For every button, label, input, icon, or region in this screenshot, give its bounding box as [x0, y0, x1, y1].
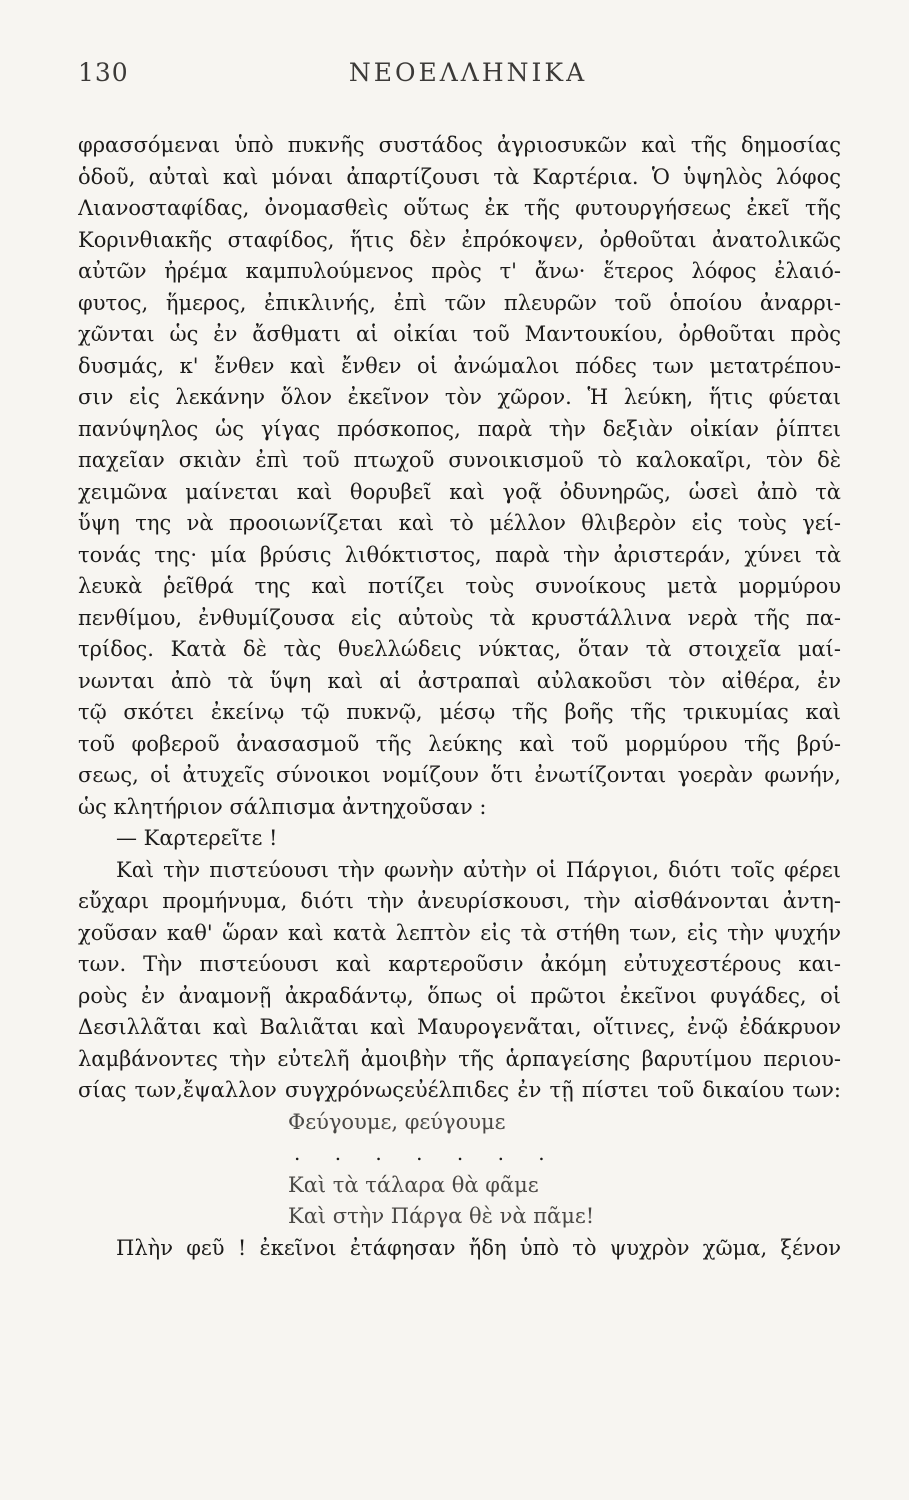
text-line: πανύψηλος ὡς γίγας πρόσκοπος, παρὰ τὴν δεξιὰν οἰκίαν ῥίπτει — [78, 416, 841, 441]
dialogue-line: — Καρτερεῖτε ! — [116, 826, 278, 850]
text-line: λευκὰ ῥεῖθρά της καὶ ποτίζει τοὺς συνοίκους μετὰ μορμύρου — [78, 574, 841, 598]
text-line: των. Τὴν πιστεύουσι καὶ καρτεροῦσιν ἀκόμη εὐτυχεστέρους και- — [78, 952, 841, 976]
text-line: τονάς της· μία βρύσις λιθόκτιστος, παρὰ τὴν ἀριστεράν, χύνει τὰ — [78, 542, 841, 567]
text-line: σιν εἰς λεκάνην ὅλον ἐκεῖνον τὸν χῶρον. Ἡ λεύκη, ἥτις φύεται — [78, 385, 841, 409]
text-line: τοῦ φοβεροῦ ἀνασασμοῦ τῆς λεύκης καὶ τοῦ μορμύρου τῆς βρύ- — [78, 731, 841, 756]
text-line: ὕψη της νὰ προοιωνίζεται καὶ τὸ μέλλον θλιβερὸν εἰς τοὺς γεί- — [78, 511, 841, 535]
text-line: φρασσόμεναι ὑπὸ πυκνῆς συστάδος ἀγριοσυκῶν καὶ τῆς δημοσίας — [78, 133, 841, 157]
paragraph-first-line: Καὶ τὴν πιστεύουσι τὴν φωνὴν αὐτὴν οἱ Πάργιοι, διότι τοῖς φέρει — [116, 857, 841, 882]
text-line: ὡς κλητήριον σάλπισμα ἀντηχοῦσαν : — [78, 794, 487, 819]
text-line: φυτος, ἥμερος, ἐπικλινής, ἐπὶ τῶν πλευρῶν τοῦ ὁποίου ἀναρρι- — [78, 290, 841, 315]
text-line: ὁδοῦ, αὐταὶ καὶ μόναι ἀπαρτίζουσι τὰ Καρτέρια. Ὁ ὑψηλὸς λόφος — [78, 164, 841, 189]
running-title: ΝΕΟΕΛΛΗΝΙΚΑ — [348, 58, 588, 87]
page-header — [78, 58, 838, 98]
text-line: ροὺς ἐν ἀναμονῇ ἀκραδάντῳ, ὅπως οἱ πρῶτοι ἐκεῖνοι φυγάδες, οἱ — [78, 983, 841, 1008]
text-line: εὔχαρι προμήνυμα, διότι τὴν ἀνευρίσκουσι, τὴν αἰσθάνονται ἀντη- — [78, 889, 841, 913]
text-line: λαμβάνοντες τὴν εὐτελῆ ἀμοιβὴν τῆς ἁρπαγείσης βαρυτίμου περιου- — [78, 1046, 841, 1071]
text-line: δυσμάς, κ' ἔνθεν καὶ ἔνθεν οἱ ἀνώμαλοι πόδες των μετατρέπου- — [78, 353, 841, 378]
text-line: αὐτῶν ἠρέμα καμπυλούμενος πρὸς τ' ἄνω· ἕτερος λόφος ἐλαιό- — [78, 259, 841, 283]
text-line: χειμῶνα μαίνεται καὶ θορυβεῖ καὶ γοᾷ ὀδυνηρῶς, ὡσεὶ ἀπὸ τὰ — [78, 479, 841, 504]
text-line: παχεῖαν σκιὰν ἐπὶ τοῦ πτωχοῦ συνοικισμοῦ τὸ καλοκαῖρι, τὸν δὲ — [78, 448, 841, 472]
text-line: τρίδος. Κατὰ δὲ τὰς θυελλώδεις νύκτας, ὅταν τὰ στοιχεῖα μαί- — [78, 637, 841, 661]
text-line: πενθίμου, ἐνθυμίζουσα εἰς αὐτοὺς τὰ κρυστάλλινα νερὰ τῆς πα- — [78, 605, 841, 630]
text-line: σεως, οἱ ἀτυχεῖς σύνοικοι νομίζουν ὅτι ἐνωτίζονται γοερὰν φωνήν, — [78, 763, 841, 787]
text-line: Λιανοσταφίδας, ὀνομασθεὶς οὕτως ἐκ τῆς φυτουργήσεως ἐκεῖ τῆς — [78, 196, 841, 220]
text-line: Δεσιλλᾶται καὶ Βαλιᾶται καὶ Μαυρογενᾶται, οἵτινες, ἐνῷ ἐδάκρυον — [78, 1015, 841, 1039]
body-text — [78, 130, 841, 1264]
verse-line: Φεύγουμε, φεύγουμε — [288, 1109, 506, 1134]
page-number: 130 — [78, 58, 129, 87]
verse-line: Καὶ τὰ τάλαρα θὰ φᾶμε — [288, 1172, 539, 1197]
closing-line: Πλὴν φεῦ ! ἐκεῖνοι ἐτάφησαν ἤδη ὑπὸ τὸ ψυχρὸν χῶμα, ξένον — [116, 1235, 841, 1260]
text-line: τῷ σκότει ἐκείνῳ τῷ πυκνῷ, μέσῳ τῆς βοῆς τῆς τρικυμίας καὶ — [78, 700, 841, 724]
text-line: χῶνται ὡς ἐν ἄσθματι αἱ οἰκίαι τοῦ Μαντουκίου, ὀρθοῦται πρὸς — [78, 322, 841, 346]
text-line: χοῦσαν καθ' ὥραν καὶ κατὰ λεπτὸν εἰς τὰ στήθη των, εἰς τὴν ψυχήν — [78, 920, 841, 945]
verse-ellipsis: . . . . . . . — [294, 1141, 559, 1165]
verse-line: Καὶ στὴν Πάργα θὲ νὰ πᾶμε! — [288, 1204, 595, 1228]
text-line: σίας των,ἔψαλλον συγχρόνωςεὐέλπιδες ἐν τῇ πίστει τοῦ δικαίου των: — [78, 1078, 841, 1102]
text-line: Κορινθιακῆς σταφίδος, ἥτις δὲν ἐπρόκοψεν, ὀρθοῦται ἀνατολικῶς — [78, 227, 841, 252]
text-line: νωνται ἀπὸ τὰ ὕψη καὶ αἱ ἀστραπαὶ αὐλακοῦσι τὸν αἰθέρα, ἐν — [78, 668, 841, 693]
